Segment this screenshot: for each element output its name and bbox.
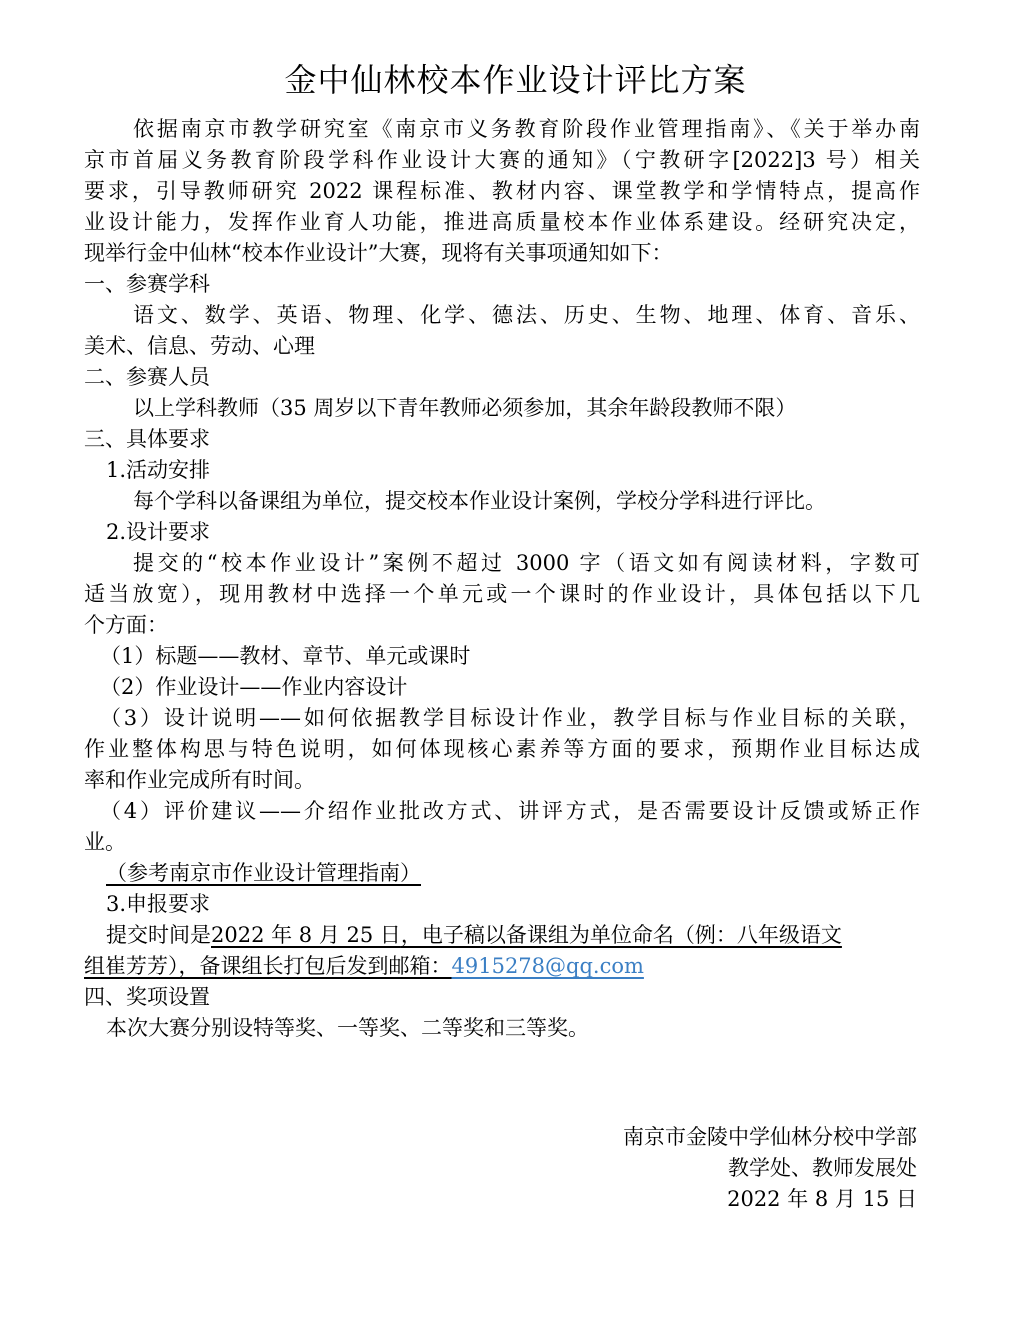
section-1-heading: 一、参赛学科 (84, 272, 210, 296)
signature-school: 南京市金陵中学仙林分校中学部 (623, 1125, 917, 1149)
subjects-line-2: 美术、信息、劳动、心理 (84, 334, 315, 358)
intro-line-2: 京市首届义务教育阶段学科作业设计大赛的通知》（宁教研字[2022]3 号）相关 (84, 148, 920, 172)
design-line-3: 个方面： (84, 613, 168, 637)
item-3-line-2: 作业整体构思与特色说明，如何体现核心素养等方面的要求，预期作业目标达成 (84, 737, 920, 761)
submission-prefix: 提交时间是 (106, 923, 211, 947)
item-1: （1）标题——教材、章节、单元或课时 (100, 644, 471, 668)
subsection-1-heading: 1.活动安排 (106, 458, 211, 482)
awards-line: 本次大赛分别设特等奖、一等奖、二等奖和三等奖。 (106, 1016, 589, 1040)
submission-instruction: 组崔芳芳），备课组长打包后发到邮箱： (84, 954, 452, 978)
reference-note: （参考南京市作业设计管理指南） (106, 861, 421, 885)
item-3-line-3: 率和作业完成所有时间。 (84, 768, 315, 792)
item-2: （2）作业设计——作业内容设计 (100, 675, 408, 699)
intro-line-3: 要求，引导教师研究 2022 课程标准、教材内容、课堂教学和学情特点，提高作 (84, 179, 920, 203)
design-line-2: 适当放宽），现用教材中选择一个单元或一个课时的作业设计，具体包括以下几 (84, 582, 920, 606)
submission-line-1 (106, 920, 920, 950)
email-link[interactable]: 4915278@qq.com (451, 954, 644, 978)
signature-departments: 教学处、教师发展处 (728, 1156, 917, 1180)
design-line-1: 提交的“校本作业设计”案例不超过 3000 字（语文如有阅读材料，字数可 (133, 551, 920, 575)
subsection-3-heading: 3.申报要求 (106, 892, 211, 916)
item-4-line-2: 业。 (84, 830, 126, 854)
item-3-line-1: （3）设计说明——如何依据教学目标设计作业，教学目标与作业目标的关联， (100, 706, 920, 730)
section-4-heading: 四、奖项设置 (84, 985, 210, 1009)
submission-date: 2022 年 8 月 25 日 (211, 923, 401, 947)
submission-naming: ，电子稿以备课组为单位命名（例：八年级语文 (400, 923, 842, 947)
intro-line-5: 现举行金中仙林“校本作业设计”大赛，现将有关事项通知如下： (84, 241, 673, 265)
section-3-heading: 三、具体要求 (84, 427, 210, 451)
signature-date: 2022 年 8 月 15 日 (727, 1187, 917, 1211)
subjects-line-1: 语文、数学、英语、物理、化学、德法、历史、生物、地理、体育、音乐、 (133, 303, 920, 327)
arrangement-line: 每个学科以备课组为单位，提交校本作业设计案例，学校分学科进行评比。 (133, 489, 826, 513)
section-2-heading: 二、参赛人员 (84, 365, 210, 389)
participants-line: 以上学科教师（35 周岁以下青年教师必须参加，其余年龄段教师不限） (133, 396, 797, 420)
subsection-2-heading: 2.设计要求 (106, 520, 211, 544)
intro-line-1: 依据南京市教学研究室《南京市义务教育阶段作业管理指南》、《关于举办南 (133, 117, 920, 141)
item-4-line-1: （4）评价建议——介绍作业批改方式、讲评方式，是否需要设计反馈或矫正作 (100, 799, 920, 823)
submission-line-2 (84, 951, 644, 981)
document-title: 金中仙林校本作业设计评比方案 (284, 61, 747, 99)
intro-line-4: 业设计能力，发挥作业育人功能，推进高质量校本作业体系建设。经研究决定， (84, 210, 920, 234)
